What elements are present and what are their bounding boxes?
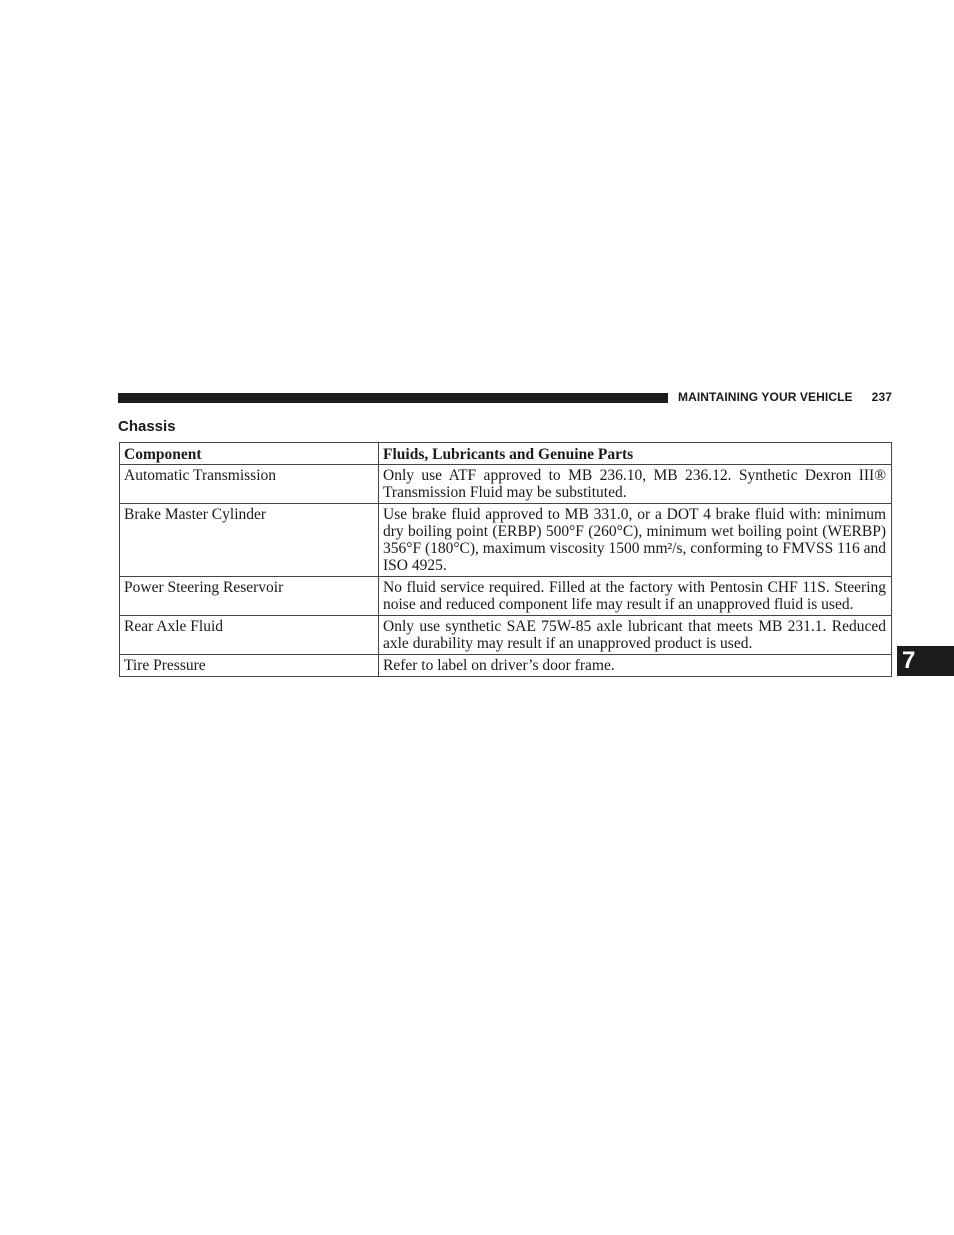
table-row: [120, 465, 892, 504]
component-cell: Rear Axle Fluid: [120, 616, 379, 655]
table-header-row: [120, 443, 892, 465]
chassis-fluids-table: [119, 442, 892, 677]
section-title: Chassis: [118, 418, 176, 435]
running-header: [678, 390, 892, 404]
table-row: [120, 655, 892, 677]
table-row: [120, 504, 892, 577]
fluid-cell: Only use synthetic SAE 75W-85 axle lubricant that meets MB 231.1. Reduced axle durability may result if an unapproved product is used.: [379, 616, 892, 655]
chapter-tab: 7: [897, 646, 954, 676]
component-cell: Brake Master Cylinder: [120, 504, 379, 577]
header-rule: [118, 393, 668, 403]
page-number: 237: [871, 390, 892, 404]
column-header-component: Component: [120, 443, 379, 465]
fluid-cell: Only use ATF approved to MB 236.10, MB 236.12. Synthetic Dexron III® Transmission Fluid may be substituted.: [379, 465, 892, 504]
table-row: [120, 616, 892, 655]
fluid-cell: Use brake fluid approved to MB 331.0, or a DOT 4 brake fluid with: minimum dry boiling point (ERBP) 500°F (260°C), minimum wet boiling point (WERBP) 356°F (180°C), maximum viscosity 1500 mm²/s, conforming to FMVSS 116 and ISO 4925.: [379, 504, 892, 577]
header-section-title: MAINTAINING YOUR VEHICLE: [678, 390, 853, 404]
table-row: [120, 577, 892, 616]
column-header-fluids: Fluids, Lubricants and Genuine Parts: [379, 443, 892, 465]
component-cell: Automatic Transmission: [120, 465, 379, 504]
component-cell: Power Steering Reservoir: [120, 577, 379, 616]
component-cell: Tire Pressure: [120, 655, 379, 677]
fluid-cell: Refer to label on driver’s door frame.: [379, 655, 892, 677]
fluid-cell: No fluid service required. Filled at the factory with Pentosin CHF 11S. Steering noise and reduced component life may result if an unapproved fluid is used.: [379, 577, 892, 616]
